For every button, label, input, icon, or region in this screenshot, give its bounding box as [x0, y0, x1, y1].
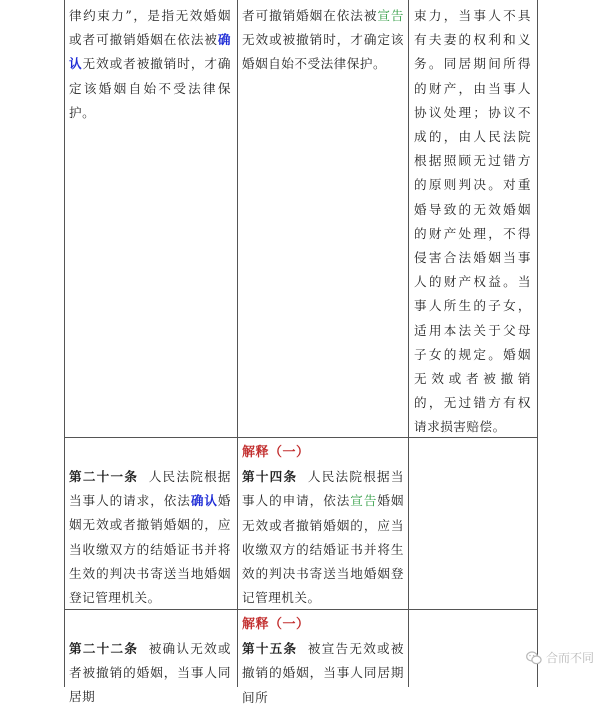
watermark-text: 合而不同	[545, 651, 594, 665]
row1-col1-cell	[69, 4, 231, 434]
row2-col3-cell	[414, 441, 531, 607]
row1-col2-cell	[242, 4, 404, 434]
article-number: 第十五条	[242, 641, 298, 657]
cell-text: 被宣告无效或被撤销的婚姻，当事人同居期间所	[242, 641, 404, 705]
declare-keyword: 宣告	[350, 493, 378, 509]
column-divider-2	[408, 0, 409, 687]
cell-text: 束力，当事人不具有夫妻的权利和义务。同居期间所得的财产，由当事人协议处理；协议不成的，由人民法院根据照顾无过错方的原则判决。对重婚导致的无效婚姻的财产处理，不得侵害合法婚姻当事人的财产权益。当事人所生的子女，适用本法关于父母子女的规定。婚姻无效或者被撤销的，无过错方有权请求损害赔偿。	[414, 8, 531, 435]
confirm-keyword: 确认	[190, 493, 218, 509]
row3-col1-cell	[69, 637, 231, 705]
article-number: 第二十二条	[69, 641, 139, 656]
cell-text: 婚姻无效或者撤销婚姻的，应当收缴双方的结婚证书并将生效的判决书寄送当地婚姻登记管理机关。	[242, 493, 405, 606]
cell-text: 无效或者被撤销时，才确定该婚姻自始不受法律保护。	[69, 56, 232, 120]
row1-col3-cell	[414, 4, 531, 434]
cell-text: 人民法院根据当事人的请求，依法	[69, 469, 231, 509]
interpretation-header: 解释（一）	[242, 617, 310, 632]
comparison-table	[64, 0, 538, 705]
declare-keyword: 宣告	[377, 8, 405, 23]
row2-col2-cell	[242, 441, 404, 607]
cell-text: 律约束力”，是指无效婚姻或者可撤销婚姻在依法被	[69, 8, 231, 48]
cell-text: 被确认无效或者被撤销的婚姻，当事人同居期	[69, 641, 231, 705]
cell-text: 人民法院根据当事人的申请，依法	[242, 469, 404, 509]
article-number: 第十四条	[242, 469, 298, 485]
column-divider-1	[237, 0, 238, 687]
cell-text: 婚姻无效或者撤销婚姻的，应当收缴双方的结婚证书并将生效的判决书寄送当地婚姻登记管理机关。	[69, 493, 232, 606]
confirm-keyword: 确认	[69, 32, 231, 72]
wechat-icon	[526, 651, 542, 665]
cell-text: 无效或被撤销时，才确定该婚姻自始不受法律保护。	[242, 32, 404, 72]
interpretation-header: 解释（一）	[242, 445, 310, 460]
row3-col2-cell	[242, 613, 404, 705]
row2-col1-cell	[69, 465, 231, 607]
article-number: 第二十一条	[69, 469, 139, 484]
cell-text: 者可撤销婚姻在依法被	[242, 8, 378, 23]
watermark	[526, 649, 594, 666]
